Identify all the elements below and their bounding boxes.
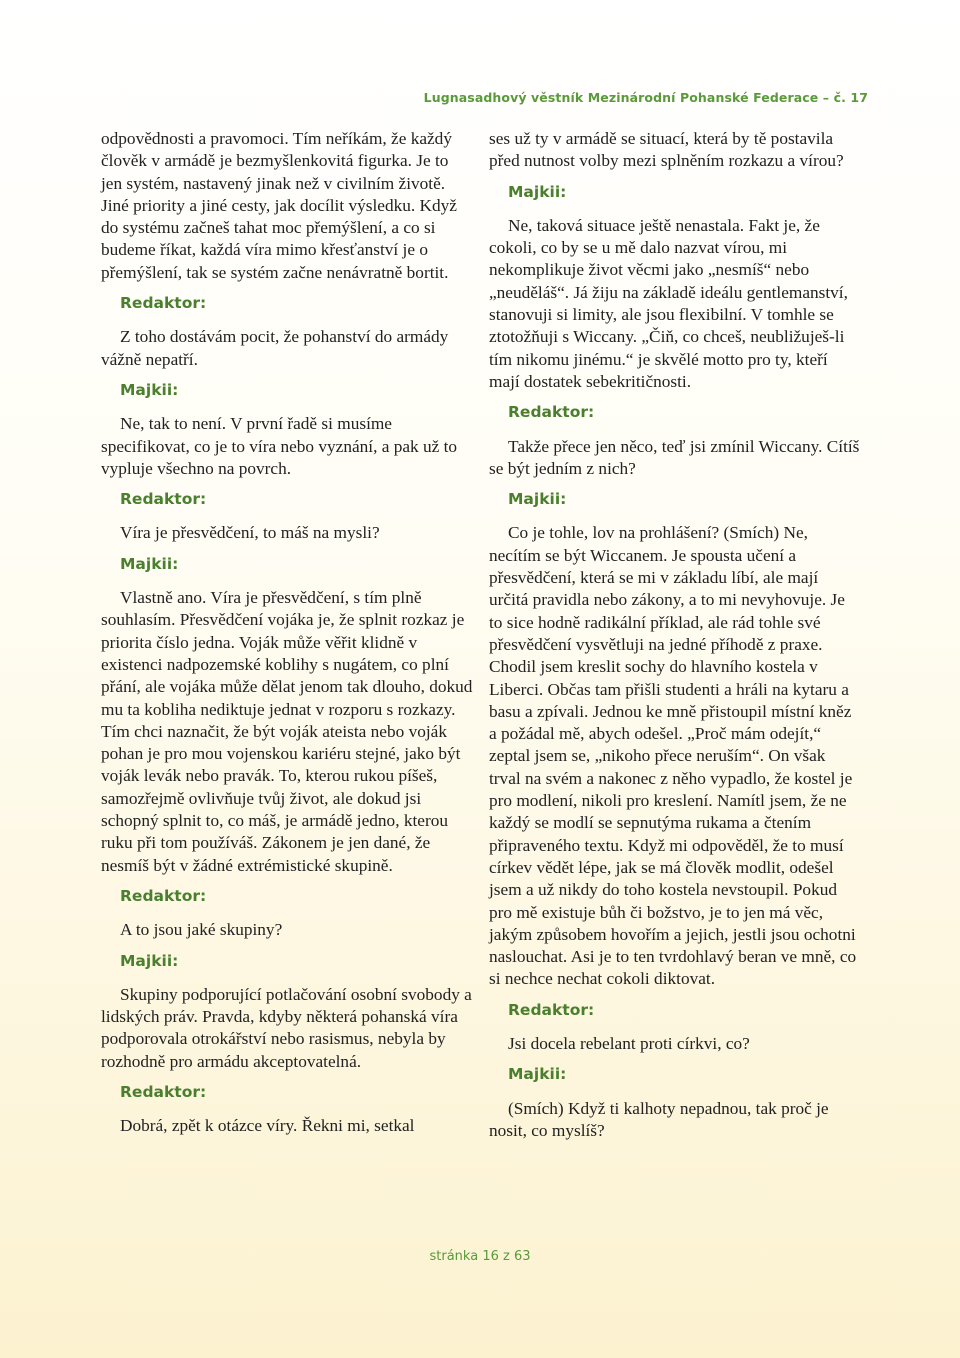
paragraph: odpovědnosti a pravomoci. Tím neříkám, že každý člověk v armádě je bezmyšlenkovitá figurka. Je to jen systém, nastavený jinak než v civilním životě. Jiné priority a jiné cesty, jak docílit výsledku. Když do systému začneš tahat moc přemýšlení, a co si budeme říkat, každá víra mimo křesťanství je o přemýšlení, tak se systém začne nenávratně bortit. (101, 129, 457, 282)
paragraph: Takže přece jen něco, teď jsi zmínil Wiccany. Cítíš se být jedním z nich? (489, 436, 860, 478)
paragraph: Z toho dostávám pocit, že pohanství do armády vážně nepatří. (101, 327, 449, 369)
speaker-label: Majkii: (508, 490, 567, 509)
paragraph: Víra je přesvědčení, to máš na mysli? (120, 523, 380, 543)
speaker-label: Redaktor: (120, 886, 207, 905)
paragraph: Ne, taková situace ještě nenastala. Fakt je, že cokoli, co by se u mě dalo nazvat vírou, mi nekomplikuje život věcmi jako „nesmíš“ nebo „neuděláš“. Já žiju na základě ideálu gentlemanství, stanovuji si limity, ale jsou flexibilní. V tomhle se ztotožňuji s Wiccany. „Čiň, co chceš, neubližuješ-li tím nikomu jinému.“ je skvělé motto pro ty, kteří mají dostatek sebekritičnosti. (489, 215, 848, 391)
newsletter-header: Lugnasadhový věstník Mezinárodní Pohanské Federace – č. 17 (423, 90, 868, 105)
paragraph: Skupiny podporující potlačování osobní svobody a lidských práv. Pravda, kdyby některá pohanská víra podporovala otrokářství nebo rasismus, nebyla by rozhodně pro armádu akceptovatelná. (101, 984, 472, 1071)
speaker-label: Redaktor: (120, 1082, 207, 1101)
paragraph: ses už ty v armádě se situací, která by tě postavila před nutnost volby mezi splněním rozkazu a vírou? (489, 129, 844, 171)
paragraph: Dobrá, zpět k otázce víry. Řekni mi, setkal (120, 1116, 415, 1136)
speaker-label: Majkii: (120, 554, 179, 573)
paragraph: Co je tohle, lov na prohlášení? (Smích) Ne, necítím se být Wiccanem. Je spousta učení a přesvědčení, která se mi v základu líbí, ale mají určitá pravidla nebo zákony, a to mi nevyhovuje. Je to sice hodně radikální příklad, ale rád tohle své přesvědčení vysvětluji na jedné příhodě z praxe. Chodil jsem kreslit sochy do hlavního kostela v Liberci. Občas tam přišli studenti a hráli na kytaru a basu a zpívali. Jednou ke mně přistoupil místní kněz a požádal mě, abych odešel. „Proč mám odejít,“ zeptal jsem se, „nikoho přece neruším“. On však trval na svém a nakonec z něho vypadlo, že kostel je pro modlení, nikoli pro kreslení. Namítl jsem, že ne každý se modlí se sepnutýma rukama a čtením připraveného textu. Když mi odpověděl, že to musí církev vědět lépe, jak se má člověk modlit, odešel jsem a už nikdy do toho kostela nevstoupil. Pokud pro mě existuje bůh či božstvo, je to jen má věc, jakým způsobem hovořím a jejich, jestli jsou ochotni naslouchat. Asi je to ten tvrdohlavý beran ve mně, co si nechce nechat cokoli diktovat. (489, 523, 857, 989)
right-column (489, 128, 861, 1148)
left-column (101, 128, 473, 1144)
speaker-label: Redaktor: (508, 1000, 595, 1019)
paragraph: Ne, tak to není. V první řadě si musíme specifikovat, co je to víra nebo vyznání, a pak už to vypluje všechno na povrch. (101, 414, 458, 478)
speaker-label: Majkii: (120, 951, 179, 970)
speaker-label: Majkii: (508, 182, 567, 201)
speaker-label: Redaktor: (508, 403, 595, 422)
speaker-label: Majkii: (120, 380, 179, 399)
paragraph: A to jsou jaké skupiny? (120, 920, 283, 940)
paragraph: Vlastně ano. Víra je přesvědčení, s tím plně souhlasím. Přesvědčení vojáka je, že splnit rozkaz je priorita číslo jedna. Voják může věřit klidně v existenci nadpozemské koblihy s nugátem, co plní přání, ale vojáka může dělat jenom tak dlouho, dokud mu ta kobliha nediktuje jednat v rozporu s rozkazy. Tím chci naznačit, že být voják ateista nebo voják pohan je pro mou vojenskou kariéru stejné, jako být voják levák nebo pravák. To, kterou rukou píšeš, samozřejmě ovlivňuje tvůj život, ale dokud jsi schopný splnit to, co máš, je armádě jedno, kterou ruku při tom používáš. Zákonem je jen dané, že nesmíš být v žádné extrémistické skupině. (101, 588, 473, 875)
page-number: stránka 16 z 63 (429, 1249, 531, 1264)
paragraph: (Smích) Když ti kalhoty nepadnou, tak proč je nosit, co myslíš? (489, 1098, 829, 1140)
speaker-label: Redaktor: (120, 294, 207, 313)
speaker-label: Redaktor: (120, 490, 207, 509)
paragraph: Jsi docela rebelant proti církvi, co? (508, 1033, 750, 1053)
speaker-label: Majkii: (508, 1065, 567, 1084)
